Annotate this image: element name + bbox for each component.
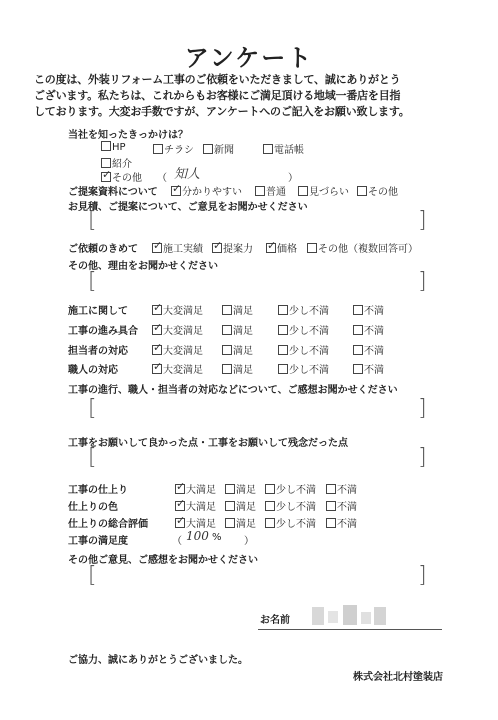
q1-paren-open: （ [157,173,167,184]
redacted-name-block [328,611,338,623]
checkbox[interactable] [357,186,367,196]
rating-dissatisfied[interactable]: 不満 [353,342,384,357]
rating-dissatisfied[interactable]: 不満 [353,322,384,337]
q3-answer-open[interactable]: [ [88,208,97,233]
rating-satisfied[interactable]: 満足 [222,302,253,317]
q2-option-normal[interactable]: 普通 [255,183,286,198]
q5-answer-open[interactable]: [ [88,269,97,294]
q4-option-proposal[interactable]: ✓ 提案力 [212,240,253,255]
finish-rating-slightly-dissatisfied[interactable]: 少し不満 [265,481,316,496]
q3-label: お見積、ご提案について、ご意見をお聞かせください [68,202,308,213]
q1-option-newspaper[interactable]: 新聞 [203,141,234,156]
name-label: お名前 [260,615,290,626]
q1-option-flyer[interactable]: チラシ [153,141,194,156]
q1-option-referral[interactable]: 紹介 [101,155,132,170]
checkbox[interactable] [222,325,232,335]
finish-rating-slightly-dissatisfied[interactable]: 少し不満 [265,498,316,513]
checkbox-checked[interactable] [175,484,185,494]
checkbox[interactable] [225,501,235,511]
rating-very-satisfied[interactable]: ✓ 大変満足 [152,322,203,337]
checkbox[interactable] [265,484,275,494]
redacted-name-block [361,612,371,624]
q1-paren-close: ） [288,173,298,184]
rating-row-label: 担当者の対応 [68,346,128,357]
checkbox[interactable] [278,345,288,355]
q1-option-hp[interactable]: HP [101,141,126,153]
finish-rating-very-satisfied[interactable]: ✓ 大満足 [175,498,216,513]
checkbox-checked[interactable] [175,501,185,511]
checkbox[interactable] [278,364,288,374]
finish-rating-very-satisfied[interactable]: ✓ 大満足 [175,481,216,496]
finish-rating-very-satisfied[interactable]: ✓ 大満足 [175,515,216,530]
finish-rating-row-label: 仕上りの色 [68,502,118,513]
rating-satisfied[interactable]: 満足 [222,361,253,376]
q8-label: その他ご意見、ご感想をお聞かせください [68,555,258,566]
q4-label: ご依頼のきめて [68,244,138,255]
checkbox[interactable] [353,345,363,355]
checkbox[interactable] [353,325,363,335]
satisfaction-paren-open: （ [172,536,182,547]
finish-rating-dissatisfied[interactable]: 不満 [326,515,357,530]
checkbox[interactable] [222,364,232,374]
rating-slightly-dissatisfied[interactable]: 少し不満 [278,342,329,357]
q2-label: ご提案資料について [68,187,158,198]
checkbox-checked[interactable] [171,186,181,196]
finish-rating-slightly-dissatisfied[interactable]: 少し不満 [265,515,316,530]
rating-satisfied[interactable]: 満足 [222,342,253,357]
rating-very-satisfied[interactable]: ✓ 大変満足 [152,342,203,357]
checkbox[interactable] [353,305,363,315]
finish-rating-satisfied[interactable]: 満足 [225,481,256,496]
q5-label: その他、理由をお聞かせください [68,261,218,272]
checkbox[interactable] [326,501,336,511]
rating-very-satisfied[interactable]: ✓ 大変満足 [152,302,203,317]
checkbox[interactable] [101,141,111,151]
rating-satisfied[interactable]: 満足 [222,322,253,337]
q6-answer-open[interactable]: [ [88,396,97,421]
q4-option-track-record[interactable]: ✓ 施工実績 [152,240,203,255]
checkbox-checked[interactable] [152,305,162,315]
checkbox-checked[interactable] [101,172,111,182]
satisfaction-value[interactable]: 100 [186,529,209,543]
rating-dissatisfied[interactable]: 不満 [353,361,384,376]
thanks-message: ご協力、誠にありがとうございました。 [68,655,248,666]
q5-answer-close[interactable]: ] [418,269,427,294]
checkbox[interactable] [222,345,232,355]
checkbox[interactable] [263,144,273,154]
checkbox[interactable] [326,518,336,528]
q1-option-other[interactable]: ✓その他 [101,169,142,184]
page-title: アンケート [184,44,314,72]
rating-slightly-dissatisfied[interactable]: 少し不満 [278,302,329,317]
checkbox[interactable] [353,364,363,374]
checkbox[interactable] [265,518,275,528]
intro-line-2: ございます。私たちは、これからもお客様にご満足頂ける地域一番店を目指 [34,89,401,102]
q2-option-clear[interactable]: ✓ 分かりやすい [171,183,242,198]
checkbox-checked[interactable] [152,325,162,335]
checkbox[interactable] [101,158,111,168]
q4-option-price[interactable]: ✓ 価格 [266,240,297,255]
q6-answer-close[interactable]: ] [418,396,427,421]
rating-dissatisfied[interactable]: 不満 [353,302,384,317]
satisfaction-paren-close: ） [244,536,254,547]
checkbox[interactable] [307,243,317,253]
q7-answer-open[interactable]: [ [88,445,97,470]
finish-rating-satisfied[interactable]: 満足 [225,515,256,530]
checkbox[interactable] [222,305,232,315]
q1-other-answer: 知人 [174,167,201,182]
q6-label: 工事の進行、職人・担当者の対応などについて、ご感想お聞かせください [68,385,398,396]
checkbox[interactable] [298,186,308,196]
rating-row-label: 職人の対応 [68,365,118,376]
redacted-name-block [374,607,386,625]
finish-rating-dissatisfied[interactable]: 不満 [326,481,357,496]
redacted-name-block [312,607,324,625]
q7-answer-close[interactable]: ] [418,445,427,470]
company-name: 株式会社北村塗装店 [353,672,443,683]
checkbox-checked[interactable] [175,518,185,528]
q2-option-other[interactable]: その他 [357,183,398,198]
checkbox[interactable] [265,501,275,511]
q3-answer-close[interactable]: ] [418,208,427,233]
satisfaction-unit: % [212,532,222,543]
q8-answer-close[interactable]: ] [418,563,427,588]
finish-rating-row-label: 工事の仕上り [68,485,128,496]
rating-slightly-dissatisfied[interactable]: 少し不満 [278,361,329,376]
checkbox[interactable] [255,186,265,196]
finish-rating-dissatisfied[interactable]: 不満 [326,498,357,513]
checkbox-checked[interactable] [266,243,276,253]
q8-answer-open[interactable]: [ [88,563,97,588]
checkbox[interactable] [278,305,288,315]
q7-label: 工事をお願いして良かった点・工事をお願いして残念だった点 [68,438,348,449]
checkbox-checked[interactable] [152,364,162,374]
checkbox-checked[interactable] [152,243,162,253]
checkbox[interactable] [203,144,213,154]
checkbox-checked[interactable] [152,345,162,355]
checkbox[interactable] [278,325,288,335]
finish-rating-satisfied[interactable]: 満足 [225,498,256,513]
rating-row-label: 工事の進み具合 [68,326,138,337]
intro-line-1: この度は、外装リフォーム工事のご依頼をいただきまして、誠にありがとう [34,73,401,86]
q1-label: 当社を知ったきっかけは？ [68,130,188,141]
rating-slightly-dissatisfied[interactable]: 少し不満 [278,322,329,337]
checkbox[interactable] [225,518,235,528]
rating-very-satisfied[interactable]: ✓ 大変満足 [152,361,203,376]
q4-option-other[interactable]: その他（複数回答可） [307,240,418,255]
q2-option-hard[interactable]: 見づらい [298,183,349,198]
checkbox[interactable] [225,484,235,494]
checkbox[interactable] [153,144,163,154]
rating-row-label: 施工に関して [68,306,128,317]
q1-option-phonebook[interactable]: 電話帳 [263,141,304,156]
finish-rating-row-label: 仕上りの総合評価 [68,519,148,530]
checkbox-checked[interactable] [212,243,222,253]
intro-line-3: しております。大変お手数ですが、アンケートへのご記入をお願い致します。 [34,105,410,118]
name-underline [258,629,442,630]
checkbox[interactable] [326,484,336,494]
redacted-name-block [343,605,357,625]
satisfaction-label: 工事の満足度 [68,536,128,547]
